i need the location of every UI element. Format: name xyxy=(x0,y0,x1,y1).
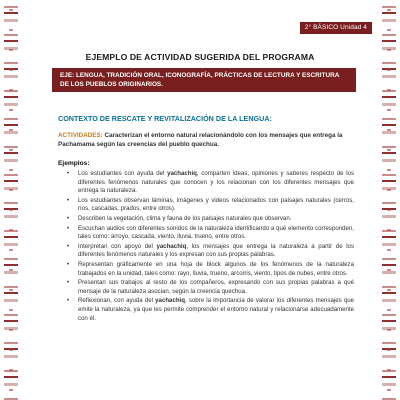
list-item-bold: yachachiq xyxy=(156,242,187,250)
list-item-text: , los mensajes que entrega la naturaleza a partir de los diferentes fenómenos naturales y los expresan con sus propias palabras. xyxy=(78,242,354,259)
page-title: EJEMPLO DE ACTIVIDAD SUGERIDA DEL PROGRAMA xyxy=(85,52,315,62)
list-item xyxy=(78,243,354,260)
eje-banner: EJE: LENGUA, TRADICIÓN ORAL, ICONOGRAFÍA, PRÁCTICAS DE LECTURA Y ESCRITURA DE LOS PUEBLOS ORIGINARIOS. xyxy=(52,68,356,92)
list-item xyxy=(78,225,354,242)
list-item-text: Presentan sus trabajos al resto de los compañeros, expresando con sus propias palabras a qué mensaje de la naturaleza asocian, según la creencia quechua. xyxy=(78,279,354,295)
activity-description xyxy=(58,131,356,149)
list-item-text: , sobre la importancia de valorar los diferentes mensajes que emite la naturaleza, ya que les permite comprender el entorno natural y relacionarse adecuadamente con él. xyxy=(78,297,354,322)
list-item xyxy=(78,170,354,196)
list-item-text: Escuchan audios con diferentes sonidos de la naturaleza identificando a qué elemento corresponden, tales como: arroyo, cascada, viento, lluvia, trueno, entre otros. xyxy=(78,224,354,241)
list-item-bold: yachachiq xyxy=(167,170,197,177)
list-item xyxy=(78,215,354,224)
activity-text: Caracterizan el entorno natural relacionándolo con los mensajes que entrega la Pachamama según las creencias del pueblo quechua. xyxy=(58,132,343,148)
list-item xyxy=(78,261,354,278)
list-item xyxy=(78,197,354,214)
list-item-text: Los estudiantes con ayuda del xyxy=(78,170,168,177)
list-item-text: Los estudiantes observan láminas, imágenes y videos relacionados con paisajes naturales (cerros, ríos, cascadas, prados, entre otros). xyxy=(78,196,354,213)
list-item-text: Representan gráficamente en una hoja de block algunos de los fenómenos de la naturaleza trabajados en la unidad, tales como: rayo, lluvia, trueno, arcoíris, viento, tipos de nubes, entre otros. xyxy=(78,260,354,277)
list-item xyxy=(78,279,354,296)
list-item-text: Interpretan con apoyo del xyxy=(78,242,157,250)
grade-badge: 2° BÁSICO Unidad 4 xyxy=(300,22,372,34)
list-item xyxy=(78,297,354,323)
list-item-text: Reflexionan, con ayuda del xyxy=(78,297,156,305)
list-item-bold: yachachiq xyxy=(155,297,185,305)
list-item-text: Describen la vegetación, clima y fauna de los paisajes naturales que observan. xyxy=(78,214,292,222)
examples-list xyxy=(78,170,354,324)
list-item-text: , comparten ideas, opiniones y saberes respecto de los diferentes fenómenos naturales que conocen y los relacionan con los diferentes mensajes que entrega la naturaleza. xyxy=(78,170,354,195)
section-heading: CONTEXTO DE RESCATE Y REVITALIZACIÓN DE LA LENGUA: xyxy=(58,114,272,123)
examples-heading: Ejemplos: xyxy=(58,160,90,167)
activity-tag: ACTIVIDADES: xyxy=(58,132,103,139)
